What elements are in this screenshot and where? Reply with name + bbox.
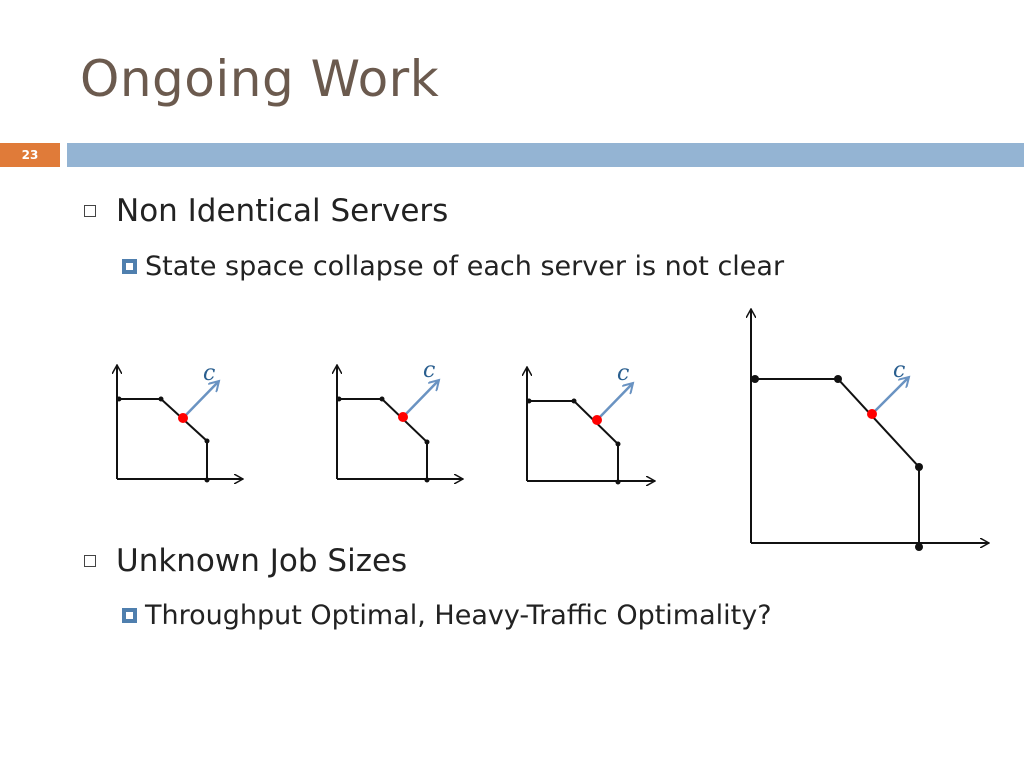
sub-bullet-text: Throughput Optimal, Heavy-Traffic Optimality?	[145, 600, 772, 631]
vector-label: c	[203, 361, 216, 386]
slide-number: 23	[0, 143, 60, 167]
vertex-point	[425, 440, 430, 445]
vertex-point	[425, 478, 430, 483]
region-boundary	[339, 399, 427, 480]
capacity-region-1	[117, 361, 244, 483]
vertex-point	[572, 399, 577, 404]
capacity-region-3	[527, 361, 656, 485]
region-boundary	[755, 379, 919, 547]
vertex-point	[117, 397, 122, 402]
optimal-point	[867, 409, 877, 419]
vertex-point	[751, 375, 759, 383]
slide-title: Ongoing Work	[80, 50, 440, 108]
vector-label: c	[617, 361, 630, 386]
optimal-point	[398, 412, 408, 422]
vertex-point	[159, 397, 164, 402]
vertex-point	[834, 375, 842, 383]
vertex-point	[915, 543, 923, 551]
vector-label: c	[893, 358, 906, 383]
vertex-point	[616, 442, 621, 447]
direction-vector	[403, 380, 439, 417]
vertex-point	[616, 480, 621, 485]
vertex-point	[380, 397, 385, 402]
bullet-text: Non Identical Servers	[116, 193, 449, 229]
direction-vector	[183, 381, 219, 418]
region-boundary	[119, 399, 207, 480]
vector-label: c	[423, 358, 436, 383]
vertex-point	[337, 397, 342, 402]
vertex-point	[527, 399, 532, 404]
vertex-point	[915, 463, 923, 471]
direction-vector	[597, 383, 633, 420]
capacity-region-2	[337, 358, 464, 483]
vertex-point	[205, 439, 210, 444]
optimal-point	[178, 413, 188, 423]
bullet-text: Unknown Job Sizes	[116, 543, 408, 579]
capacity-region-combined	[751, 309, 989, 551]
optimal-point	[592, 415, 602, 425]
sub-bullet-text: State space collapse of each server is not clear	[145, 251, 785, 282]
vertex-point	[205, 478, 210, 483]
